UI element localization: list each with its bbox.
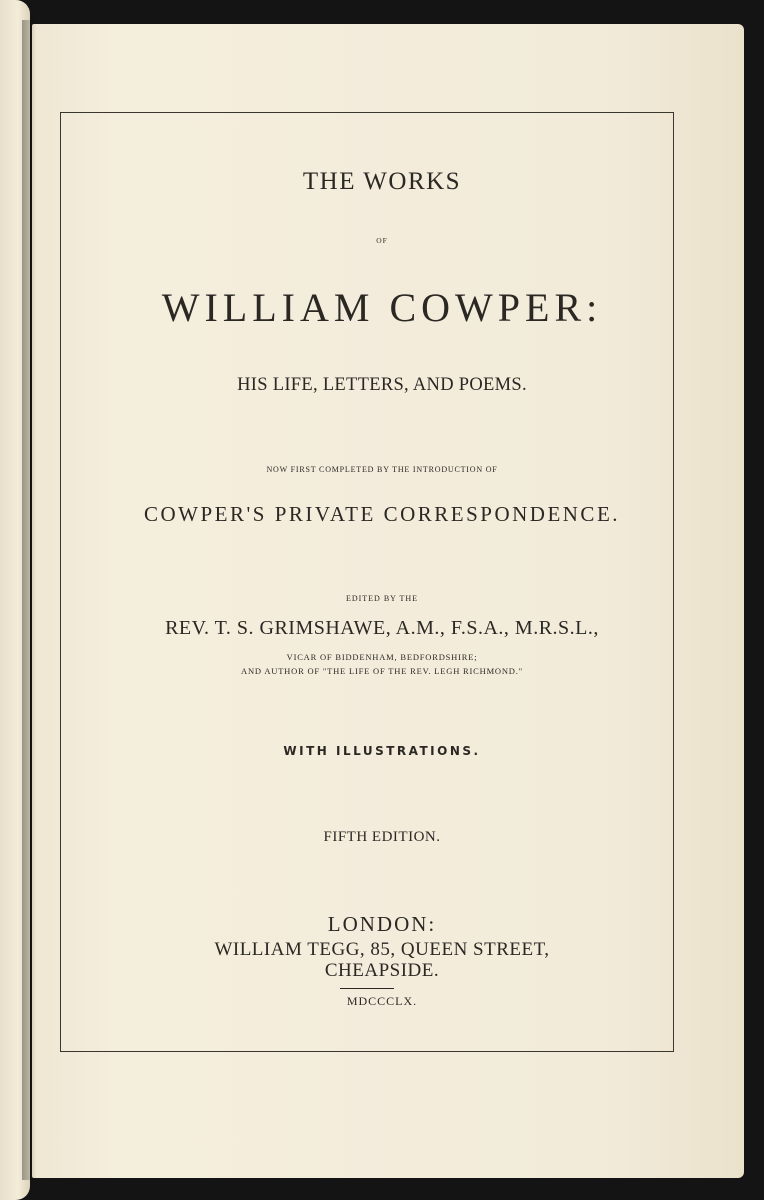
of-line: OF xyxy=(376,236,388,245)
imprint-year: MDCCCLX. xyxy=(346,994,418,1008)
edition-line: FIFTH EDITION. xyxy=(323,829,441,845)
author-name: WILLIAM COWPER: xyxy=(161,285,603,330)
completion-note: NOW FIRST COMPLETED BY THE INTRODUCTION OF xyxy=(266,465,498,474)
correspondence-title: COWPER'S PRIVATE CORRESPONDENCE. xyxy=(143,502,621,526)
edited-by-line: EDITED BY THE xyxy=(345,594,419,603)
editor-role-author: AND AUTHOR OF "THE LIFE OF THE REV. LEGH RICHMOND." xyxy=(241,666,523,676)
illustrations-line: WITH ILLUSTRATIONS. xyxy=(283,744,481,758)
imprint-city: LONDON: xyxy=(327,912,437,936)
imprint-publisher: WILLIAM TEGG, 85, QUEEN STREET, xyxy=(214,939,550,960)
page-border-frame xyxy=(60,112,674,1052)
imprint-rule xyxy=(340,988,394,989)
imprint-place: CHEAPSIDE. xyxy=(324,960,440,981)
editor-name: REV. T. S. GRIMSHAWE, A.M., F.S.A., M.R.S.L., xyxy=(165,617,599,639)
title-line: THE WORKS xyxy=(302,168,462,195)
editor-role-vicar: VICAR OF BIDDENHAM, BEDFORDSHIRE; xyxy=(286,652,478,662)
subtitle: HIS LIFE, LETTERS, AND POEMS. xyxy=(237,375,527,395)
